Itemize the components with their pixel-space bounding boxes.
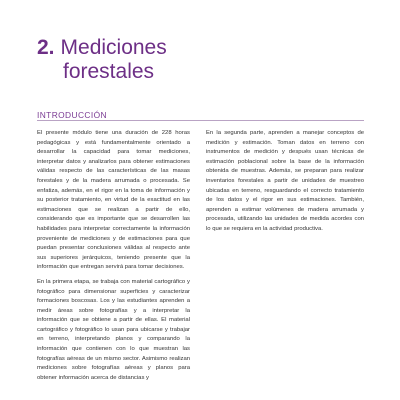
heading-divider (37, 120, 364, 121)
section-heading: INTRODUCCIÓN (37, 110, 107, 120)
chapter-title-line-2: forestales (63, 60, 155, 83)
left-column (37, 129, 190, 388)
paragraph: El presente módulo tiene una duración de 228 horas pedagógicas y está fundamentalmente orientado a desarrollar la capacidad para tomar mediciones, interpretar datos y analizarlos para obtener estimaciones válidas respecto de las características de las masas forestales y de la madera arrumada o procesada. Se enfatiza, además, en el rigor en la toma de información y su posterior tratamiento, en virtud de la exactitud en las estimaciones que se realizan a partir de ello, considerando que es importante que se desarrollen las habilidades para interpretar correctamente la información proveniente de mediciones y de estimaciones para que puedan presentar conclusiones válidas al respecto ante sus superiores jerárquicos, teniendo presente que la información que entregan servirá para tomar decisiones. (37, 130, 190, 271)
paragraph: En la primera etapa, se trabaja con material cartográfico y fotográfico para dimensionar superficies y caracterizar formaciones boscosas. Los y las estudiantes aprenden a medir áreas sobre fotografías y a interpretar la información que se obtiene a partir de ellas. El material cartográfico y fotográfico lo usan para ubicarse y trabajar en terreno, interpretando planos y comparando la información que contienen con lo que muestran las fotografías aéreas de un mismo sector. Asimismo realizan mediciones sobre fotografías aéreas y planos para obtener información acerca de distancias y (37, 278, 190, 381)
right-column (206, 129, 364, 240)
chapter-title-line-1: Mediciones (60, 36, 167, 59)
paragraph: En la segunda parte, aprenden a manejar conceptos de medición y estimación. Toman datos en terreno con instrumentos de medición y después usan técnicas de estimación poblacional sobre la base de la información obtenida de muestras. Además, se preparan para realizar inventarios forestales a partir de unidades de muestreo ubicadas en terreno, resguardando el correcto tratamiento de los datos y el rigor en sus estimaciones. También, aprenden a estimar volúmenes de madera arrumada y procesada, utilizando las unidades de medida acordes con lo que se requiera en la actividad productiva. (206, 130, 364, 232)
chapter-number: 2. (37, 36, 55, 59)
chapter-title (37, 36, 367, 84)
